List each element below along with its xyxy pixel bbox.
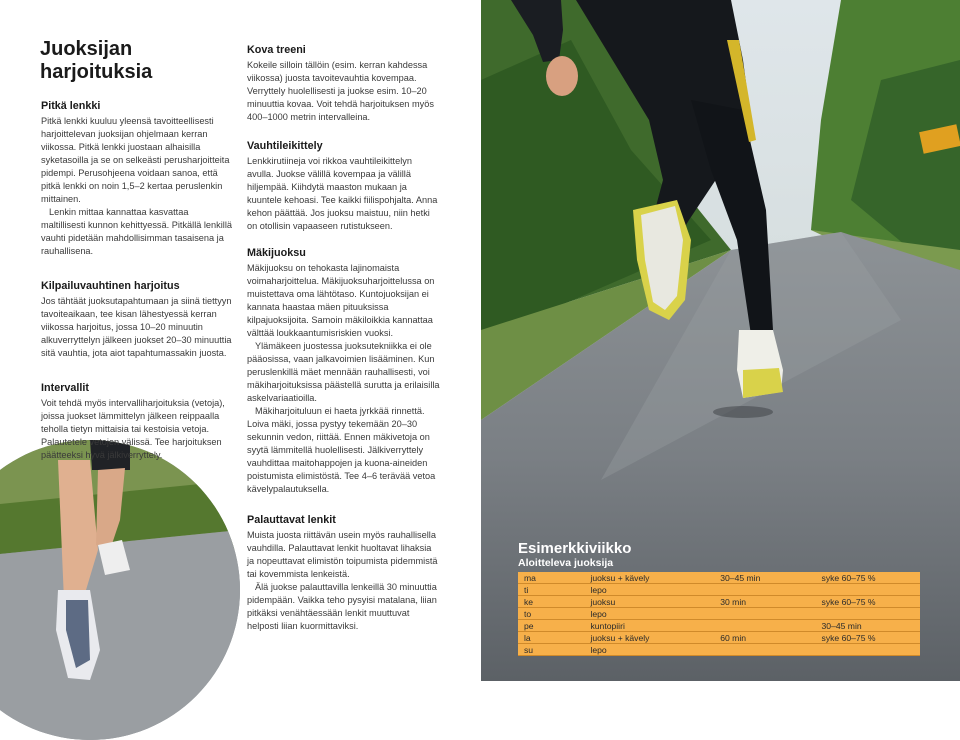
- week-cell-activity: lepo: [584, 644, 714, 656]
- week-cell-activity: lepo: [584, 608, 714, 620]
- week-cell-pulse: syke 60–75 %: [816, 596, 920, 608]
- section-palauttavat: [247, 514, 440, 633]
- section-text: Mäkijuoksu on tehokasta lajinomaista voimaharjoittelua. Mäkijuoksuharjoittelussa on muistettava oma lähtötaso. Kuntojuoksijan ei kannata haastaa mäen pituuksissa kilpajuoksijoita. Samoin mäkiloikkia kannattaa välttää loukkaantumisriskien vuoksi.: [247, 263, 435, 338]
- week-cell-day: ti: [518, 584, 584, 596]
- week-cell-pulse: syke 60–75 %: [816, 632, 920, 644]
- week-row: [518, 572, 920, 584]
- runner-legs-photo: [0, 440, 240, 740]
- left-column: [41, 100, 234, 476]
- week-subtitle: Aloitteleva juoksija: [518, 557, 614, 569]
- week-cell-day: ma: [518, 572, 584, 584]
- section-intervallit: [41, 382, 234, 462]
- section-heading: Kilpailuvauhtinen harjoitus: [41, 280, 180, 292]
- week-row: [518, 620, 920, 632]
- week-table: [518, 572, 920, 656]
- section-text: Älä juokse palauttavilla lenkeillä 30 minuuttia pidempään. Vaikka teho pysyisi matalana, liian pitkäksi venähtäessään lenkit muuttuvat helposti liian kuormittaviksi.: [247, 582, 437, 631]
- week-cell-activity: kuntopiiri: [584, 620, 714, 632]
- week-row: [518, 608, 920, 620]
- section-heading: Vauhtileikittely: [247, 140, 323, 152]
- week-row: [518, 584, 920, 596]
- title-line-1: Juoksijan: [40, 38, 133, 60]
- week-row: [518, 644, 920, 656]
- week-cell-pulse: 30–45 min: [816, 620, 920, 632]
- section-text: Pitkä lenkki kuuluu yleensä tavoitteellisesti harjoittelevan juoksijan ohjelmaan kerran viikossa. Pitkä lenkki juostaan alhaisilla syketasoilla ja se on selkeästi perusharjoitteita pidempi. Perusohjeena voidaan sanoa, että pitkä lenkki on noin 1,5–2 kertaa peruslenkin mittainen.: [41, 116, 230, 204]
- week-cell-day: ke: [518, 596, 584, 608]
- section-text: Ylämäkeen juostessa juoksutekniikka ei ole pääosissa, vaan jalkavoimien lisääminen. Kun peruslenkillä mäet mennään rauhallisesti, voi mäkiharjoituksissa päästellä surutta ja erilaisilla askelvariaatioilla.: [247, 341, 440, 403]
- week-cell-activity: lepo: [584, 584, 714, 596]
- week-cell-activity: juoksu + kävely: [584, 572, 714, 584]
- week-cell-duration: 30 min: [714, 596, 815, 608]
- section-makijuoksu: [247, 247, 440, 496]
- section-kova-treeni: [247, 44, 440, 124]
- page-title: [40, 38, 230, 84]
- section-heading: Palauttavat lenkit: [247, 514, 336, 526]
- week-row: [518, 632, 920, 644]
- section-vauhtileikittely: [247, 140, 440, 233]
- week-cell-duration: 60 min: [714, 632, 815, 644]
- week-cell-activity: juoksu: [584, 596, 714, 608]
- section-kilpailuvauhtinen: [41, 280, 234, 360]
- week-cell-activity: juoksu + kävely: [584, 632, 714, 644]
- title-line-2: harjoituksia: [40, 61, 153, 83]
- week-cell-duration: [714, 644, 815, 656]
- section-text: Muista juosta riittävän usein myös rauhallisella vauhdilla. Palauttavat lenkit huoltavat lihaksia ja nopeuttavat elimistön toipumista pidemmistä tai kovemmista lenkeistä.: [247, 530, 438, 579]
- section-text: Kokeile silloin tällöin (esim. kerran kahdessa viikossa) juosta tavoitevauhtia kovempaa. Verryttely huolellisesti ja juokse esim. 10–20 minuuttia kovaa. Voit tehdä harjoituksen myös 400–1000 metrin intervalleina.: [247, 60, 434, 122]
- week-cell-day: pe: [518, 620, 584, 632]
- week-cell-day: su: [518, 644, 584, 656]
- week-cell-pulse: [816, 584, 920, 596]
- section-text: Mäkiharjoituluun ei haeta jyrkkää rinnettä. Loiva mäki, jossa pystyy tekemään 20–30 sekunnin vedon, riittää. Ennen mäkivetoja on syytä lämmitellä huolellisesti. Jälkiverryttely vauhdittaa maitohappojen ja kuona-aineiden poistumista elimistöstä. Tee 4–6 terävää vetoa kävelypalautuksella.: [247, 406, 436, 494]
- section-heading: Intervallit: [41, 382, 90, 394]
- week-title: Esimerkkiviikko: [518, 540, 632, 557]
- middle-column: [247, 44, 440, 647]
- section-text: Lenkin mittaa kannattaa kasvattaa maltillisesti kunnon kehittyessä. Pitkällä lenkillä vauhti pidetään mahdollisimman tasaisena ja rauhallisena.: [41, 207, 232, 256]
- week-cell-pulse: [816, 644, 920, 656]
- week-cell-day: la: [518, 632, 584, 644]
- section-heading: Kova treeni: [247, 44, 306, 56]
- week-cell-duration: [714, 608, 815, 620]
- section-text: Lenkkirutiineja voi rikkoa vauhtileikittelyn avulla. Juokse välillä kovempaa ja välillä hiljempää. Kiihdytä maaston mukaan ja kuuntele kehoasi. Tee kaikki fiilispohjalta. Anna kehon päättää. Jos juoksu maistuu, niin hetki on otollisin vapaaseen rutistukseen.: [247, 156, 438, 231]
- week-cell-pulse: [816, 608, 920, 620]
- runner-legs-illustration: [0, 440, 240, 740]
- week-cell-duration: [714, 620, 815, 632]
- section-text: Jos tähtäät juoksutapahtumaan ja siinä tiettyyn tavoiteaikaan, tee kisan lähestyessä kerran viikossa harjoitus, jossa 10–20 minuutin alkuverryttelyn jälkeen juokset 20–30 minuuttia sitä vauhtia, jota aiot tapahtumassakin juosta.: [41, 296, 232, 358]
- section-text: Voit tehdä myös intervalliharjoituksia (vetoja), joissa juokset lämmittelyn jälkeen reippaalla teholla tietyn mittaisia tai kestoisia vetoja. Palautetele vetojen välissä. Tee harjoituksen päätteeksi hyvä jälkiverryttely.: [41, 398, 225, 460]
- week-cell-duration: 30–45 min: [714, 572, 815, 584]
- week-cell-duration: [714, 584, 815, 596]
- week-cell-pulse: syke 60–75 %: [816, 572, 920, 584]
- week-cell-day: to: [518, 608, 584, 620]
- example-week-box: [518, 540, 920, 656]
- week-row: [518, 596, 920, 608]
- section-pitka-lenkki: [41, 100, 234, 258]
- section-heading: Pitkä lenkki: [41, 100, 101, 112]
- section-heading: Mäkijuoksu: [247, 247, 306, 259]
